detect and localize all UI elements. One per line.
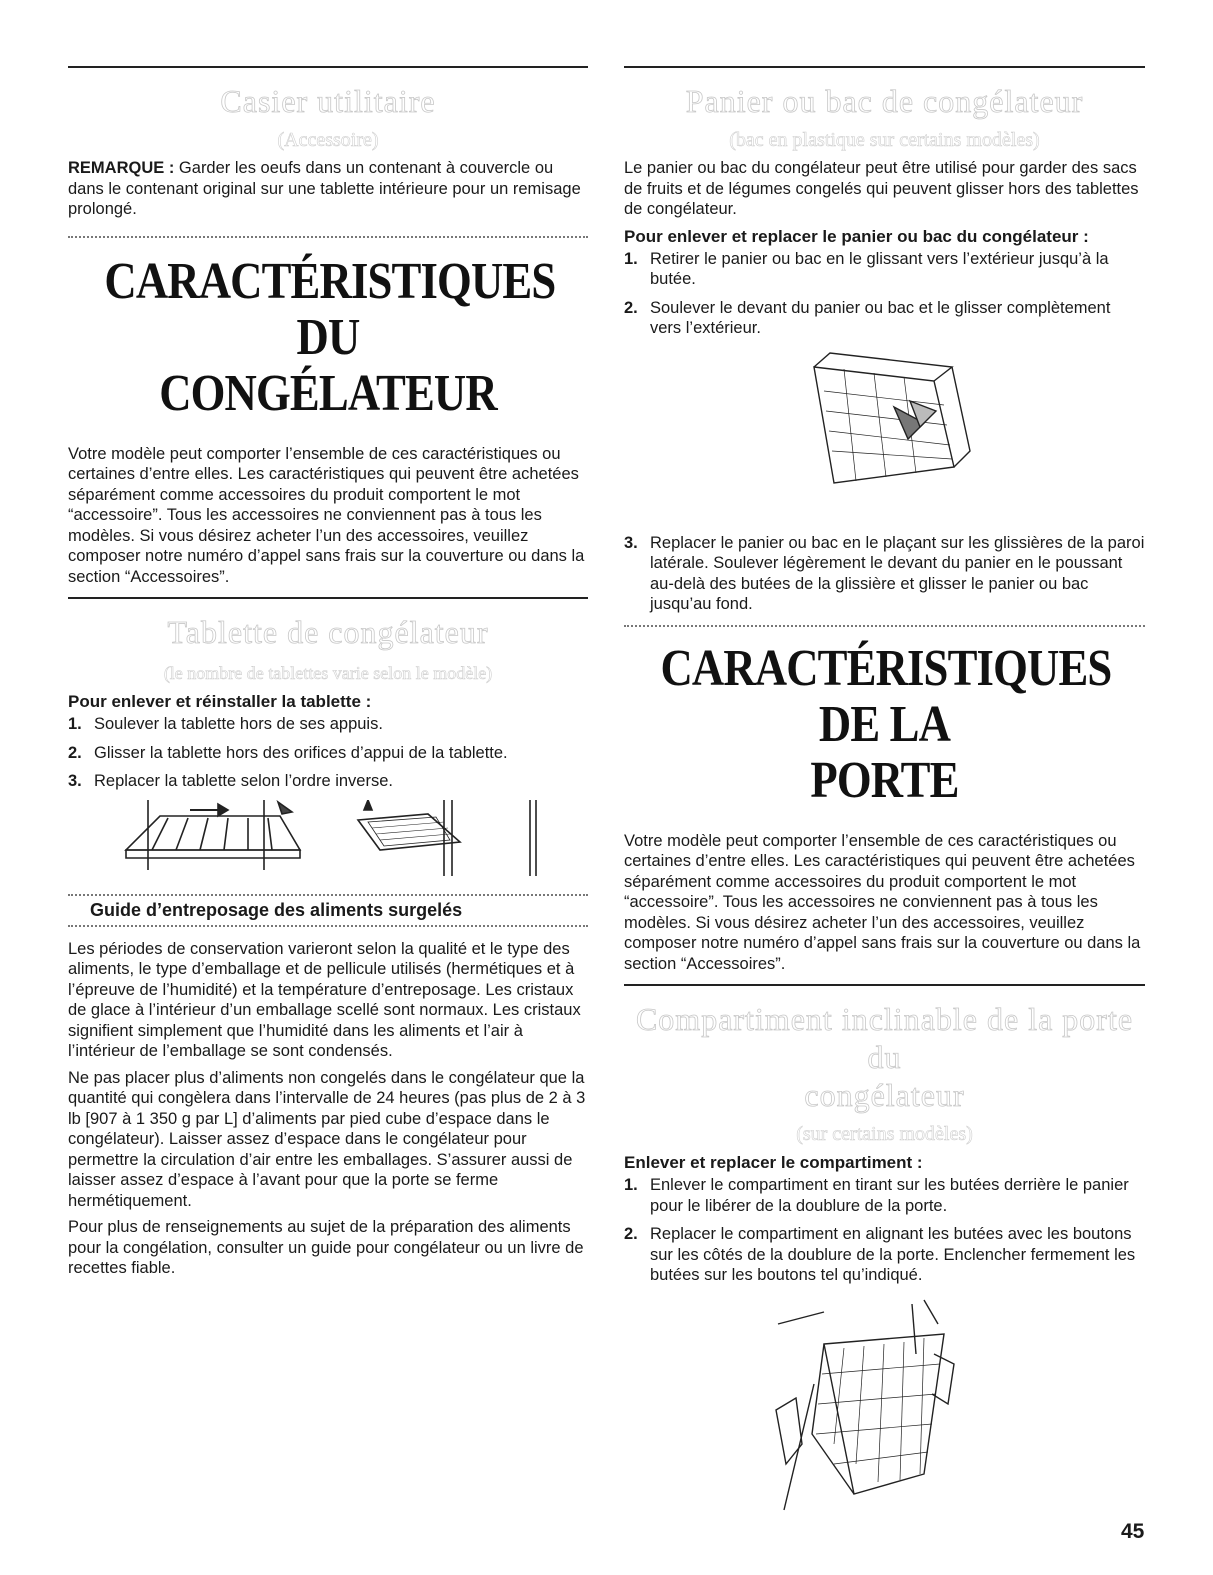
dotted-divider — [624, 625, 1145, 627]
dotted-divider — [68, 894, 588, 896]
compartiment-title-line2: congélateur — [804, 1077, 965, 1113]
list-item: 1. Enlever le compartiment en tirant sur les butées derrière le panier pour le libérer de la doublure de la porte. — [624, 1176, 1129, 1215]
right-column — [624, 66, 1145, 1514]
tablette-title: Tablette de congélateur — [167, 614, 489, 650]
guide-paragraph-2: Ne pas placer plus d’aliments non congelés dans le congélateur que la quantité qui congèlera dans l’intervalle de 24 heures (pas plus de 2 à 3 lb [907 à 1 350 g par L] d’aliments par pied cube d’espace dans le congélateur). Laisser assez d’espace dans le congélateur pour permettre la circulation d’air entre les emballages. S’assurer aussi de laisser assez d’espace à l’avant pour que la porte se ferme hermétiquement. — [68, 1068, 586, 1210]
dotted-divider — [68, 925, 588, 927]
shelf-illustration — [68, 800, 588, 880]
tablette-steps — [68, 714, 588, 792]
door-features-title-line1: CARACTÉRISTIQUES DE LA — [660, 639, 1112, 753]
section-rule — [624, 66, 1145, 68]
remark-text: Garder les oeufs dans un contenant à couvercle ou dans le contenant original sur une tablette intérieure pour un remisage prolongé. — [68, 159, 581, 218]
panier-subtitle: (bac en plastique sur certains modèles) — [729, 129, 1040, 151]
door-features-title-line2: PORTE — [810, 751, 959, 809]
door-intro: Votre modèle peut comporter l’ensemble de ces caractéristiques ou certaines d’entre elles. Les caractéristiques qui peuvent être achetées séparément comme accessoires du produit comportent le mot “accessoire”. Tous les accessoires ne conviennent pas à tous les modèles. Si vous désirez acheter l’un des accessoires, veuillez composer notre numéro d’appel sans frais sur la couverture ou dans la section “Accessoires”. — [624, 831, 1141, 973]
compartiment-heading: Enlever et replacer le compartiment : — [624, 1153, 923, 1172]
panier-intro: Le panier ou bac du congélateur peut être utilisé pour garder des sacs de fruits et de légumes congelés qui peuvent glisser hors des tablettes de congélateur. — [624, 159, 1139, 218]
section-rule — [624, 984, 1145, 986]
casier-title: Casier utilitaire — [220, 83, 436, 119]
list-item: 2. Replacer le compartiment en alignant les butées avec les boutons sur les côtés de la doublure de la porte. Enclencher fermement les butées sur les boutons tel qu’indiqué. — [624, 1225, 1136, 1284]
tablette-subtitle: (le nombre de tablettes varie selon le modèle) — [163, 663, 493, 683]
freezer-intro: Votre modèle peut comporter l’ensemble de ces caractéristiques ou certaines d’entre elles. Les caractéristiques qui peuvent être achetées séparément comme accessoires du produit comportent le mot “accessoire”. Tous les accessoires ne conviennent pas à tous les modèles. Si vous désirez acheter l’un des accessoires, veuillez composer notre numéro d’appel sans frais sur la couverture ou dans la section “Accessoires”. — [68, 444, 585, 586]
freezer-features-title-line1: CARACTÉRISTIQUES DU — [104, 252, 556, 366]
tablette-heading: Pour enlever et réinstaller la tablette : — [68, 692, 372, 711]
compartiment-subtitle: (sur certains modèles) — [796, 1123, 973, 1145]
list-item: 1. Soulever la tablette hors de ses appuis. — [68, 715, 383, 733]
left-column — [68, 66, 588, 1279]
freezer-features-title-line2: CONGÉLATEUR — [159, 364, 497, 422]
list-item: 3. Replacer la tablette selon l’ordre inverse. — [68, 772, 393, 790]
door-bin-illustration — [624, 1294, 1145, 1514]
casier-subtitle: (Accessoire) — [277, 129, 379, 151]
section-rule — [68, 66, 588, 68]
guide-paragraph-1: Les périodes de conservation varieront selon la qualité et le type des aliments, le type d’emballage et de pellicule utilisés (hermétiques et à l’épreuve de l’humidité) et la température d’entreposage. Les cristaux de glace à l’intérieur d’un emballage scellé sont normaux. Les cristaux signifient simplement que l’humidité dans les aliments et l’air à l’intérieur de l’emballage se sont condensés. — [68, 939, 581, 1060]
panier-heading: Pour enlever et replacer le panier ou bac du congélateur : — [624, 226, 1089, 246]
remark-label: REMARQUE : — [68, 159, 175, 177]
casier-remark — [68, 158, 588, 220]
compartiment-title-line1: Compartiment inclinable de la porte du — [635, 1001, 1134, 1075]
list-item: 2. Soulever le devant du panier ou bac et le glisser complètement vers l’extérieur. — [624, 298, 1111, 337]
page-number: 45 — [1121, 1520, 1145, 1543]
guide-title: Guide d’entreposage des aliments surgelés — [90, 899, 463, 920]
panier-step3 — [624, 533, 1145, 615]
panier-steps — [624, 249, 1145, 339]
list-item: 1. Retirer le panier ou bac en le glissant vers l’extérieur jusqu’à la butée. — [624, 249, 1109, 288]
list-item: 2. Glisser la tablette hors des orifices d’appui de la tablette. — [68, 743, 508, 762]
compartiment-steps — [624, 1175, 1145, 1286]
section-rule — [68, 597, 588, 599]
dotted-divider — [68, 236, 588, 238]
guide-paragraph-3: Pour plus de renseignements au sujet de la préparation des aliments pour la congélation, consulter un guide pour congélateur ou un livre de recettes fiable. — [68, 1218, 584, 1277]
basket-illustration — [624, 347, 1145, 507]
panier-title: Panier ou bac de congélateur — [685, 83, 1084, 119]
list-item: 3. Replacer le panier ou bac en le plaçant sur les glissières de la paroi latérale. Soulever légèrement le devant du panier en le poussant au-delà des butées de la glissière et glisser le panier ou bac jusqu’au fond. — [624, 533, 1145, 613]
